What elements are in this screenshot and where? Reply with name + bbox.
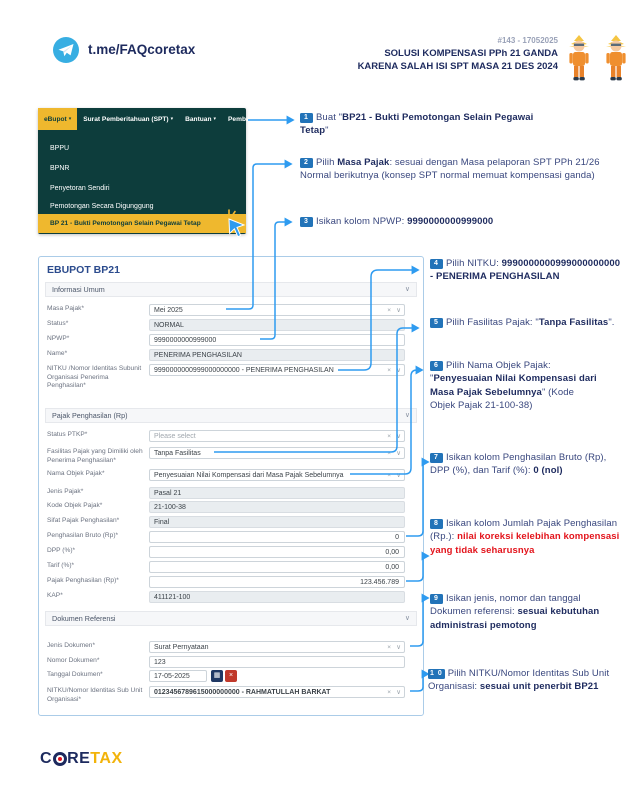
- field-row-kap: KAP* 411121-100: [47, 591, 419, 604]
- menu-tab-pembayaran[interactable]: Pembay: [228, 115, 254, 123]
- annotation-step-10: 1 0 Pilih NITKU/Nomor Identitas Sub Unit Organisasi: sesuai unit penerbit BP21: [428, 668, 610, 693]
- annotation-step-2: 2 Pilih Masa Pajak: sesuai dengan Masa pelaporan SPT PPh 21/26 Normal berikutnya (konsep SPT normal memuat kompensasi ganda): [300, 157, 600, 182]
- field-row-status: Status* NORMAL: [47, 319, 419, 332]
- form-title: EBUPOT BP21: [47, 264, 120, 276]
- page-title-line2: KARENA SALAH ISI SPT MASA 21 DES 2024: [357, 61, 558, 72]
- caret-down-icon: ▾: [170, 116, 174, 122]
- menu-item-bppu[interactable]: BPPU: [50, 145, 70, 152]
- telegram-icon: [52, 36, 80, 64]
- field-row-nitku: NITKU /Nomor Identitas Subunit Organisasi Penerima Penghasilan* 9990000000999000000000 - PENERIMA PENGHASILAN × ∨: [47, 364, 419, 377]
- nomor-dokumen-input[interactable]: 123: [149, 656, 405, 668]
- chevron-down-icon[interactable]: ∨: [404, 286, 410, 293]
- tanggal-dokumen-input[interactable]: 17-05-2025: [149, 670, 207, 682]
- mascot-figures: [565, 34, 631, 82]
- step-badge-8: 8: [430, 519, 443, 529]
- field-row-name: Name* PENERIMA PENGHASILAN: [47, 349, 419, 362]
- step-badge-4: 4: [430, 259, 443, 269]
- field-row-jenis-pajak: Jenis Pajak* Pasal 21: [47, 487, 419, 500]
- field-row-dpp: DPP (%)* 0,00: [47, 546, 419, 559]
- issue-number: #143 - 17052025: [497, 36, 558, 45]
- menu-tab-bantuan[interactable]: Bantuan ▾: [185, 115, 217, 123]
- menu-bar: [38, 108, 254, 130]
- clear-icon[interactable]: ×: [387, 307, 391, 314]
- chevron-down-icon[interactable]: ∨: [396, 367, 401, 374]
- field-row-sifat: Sifat Pajak Penghasilan* Final: [47, 516, 419, 529]
- field-row-nama-objek: Nama Objek Pajak* Penyesuaian Nilai Kompensasi dari Masa Pajak Sebelumnya × ∨: [47, 469, 419, 482]
- jenis-dokumen-dropdown[interactable]: Surat Pernyataan × ∨: [149, 641, 405, 653]
- annotation-step-9: 9 Isikan jenis, nomor dan tanggal Dokumen referensi: sesuai kebutuhan administrasi pemotong: [430, 593, 600, 631]
- chevron-down-icon[interactable]: ∨: [404, 412, 410, 419]
- cursor-icon: [220, 208, 248, 240]
- step-badge-9: 9: [430, 594, 443, 604]
- clear-icon[interactable]: ×: [387, 689, 391, 696]
- kap-field: 411121-100: [149, 591, 405, 603]
- field-row-masa-pajak: Masa Pajak* Mei 2025 × ∨: [47, 304, 419, 317]
- masa-pajak-dropdown[interactable]: Mei 2025 × ∨: [149, 304, 405, 316]
- page-title-line1: SOLUSI KOMPENSASI PPh 21 GANDA: [384, 48, 558, 59]
- step-badge-7: 7: [430, 453, 443, 463]
- annotation-step-7: 7 Isikan kolom Penghasilan Bruto (Rp), DPP (%), dan Tarif (%): 0 (nol): [430, 452, 607, 477]
- fasilitas-dropdown[interactable]: Tanpa Fasilitas × ∨: [149, 447, 405, 459]
- field-row-pajak-penghasilan: Pajak Penghasilan (Rp)* 123.456.789: [47, 576, 419, 589]
- clear-icon[interactable]: ×: [387, 433, 391, 440]
- clear-date-icon[interactable]: ×: [225, 670, 237, 682]
- annotation-step-6: 6 Pilih Nama Objek Pajak: "Penyesuaian Nilai Kompensasi dari Masa Pajak Sebelumnya" (Kode Objek Pajak 21-100-38): [430, 360, 597, 412]
- chevron-down-icon[interactable]: ∨: [396, 433, 401, 440]
- telegram-handle[interactable]: t.me/FAQcoretax: [88, 42, 196, 57]
- menu-item-penyetoran-sendiri[interactable]: Penyetoran Sendiri: [50, 185, 110, 192]
- section-dokumen-referensi[interactable]: Dokumen Referensi ∨: [45, 611, 417, 626]
- field-row-status-ptkp: Status PTKP* Please select × ∨: [47, 430, 419, 443]
- name-field: PENERIMA PENGHASILAN: [149, 349, 405, 361]
- step-badge-10: 1 0: [430, 670, 443, 677]
- logo-o-icon: [53, 752, 67, 766]
- clear-icon[interactable]: ×: [387, 367, 391, 374]
- chevron-down-icon[interactable]: ∨: [396, 472, 401, 479]
- nama-objek-dropdown[interactable]: Penyesuaian Nilai Kompensasi dari Masa Pajak Sebelumnya × ∨: [149, 469, 405, 481]
- annotation-step-3: 3 Isikan kolom NPWP: 9990000000999000: [300, 215, 630, 228]
- step-badge-1: 1: [300, 113, 313, 123]
- field-row-fasilitas: Fasilitas Pajak yang Dimiliki oleh Penerima Penghasilan* Tanpa Fasilitas × ∨: [47, 447, 419, 460]
- menu-tab-spt[interactable]: Surat Pemberitahuan (SPT) ▾: [83, 115, 174, 123]
- chevron-down-icon[interactable]: ∨: [404, 615, 410, 622]
- menu-item-pemotongan-digunggung[interactable]: Pemotongan Secara Digunggung: [50, 203, 154, 210]
- step-badge-3: 3: [300, 217, 313, 227]
- annotation-step-5: 5 Pilih Fasilitas Pajak: "Tanpa Fasilitas".: [430, 316, 624, 329]
- menu-item-bp21-highlighted[interactable]: BP 21 - Bukti Pemotongan Selain Pegawai Tetap: [38, 214, 246, 233]
- coretax-menu-screenshot: [38, 108, 254, 234]
- field-row-jenis-dokumen: Jenis Dokumen* Surat Pernyataan × ∨: [47, 641, 419, 654]
- field-row-nitku-sub: NITKU/Nomor Identitas Sub Unit Organisasi* 0123456789615000000000 - RAHMATULLAH BARKAT × ∨: [47, 686, 419, 699]
- field-row-nomor-dokumen: Nomor Dokumen* 123: [47, 656, 419, 669]
- clear-icon[interactable]: ×: [387, 644, 391, 651]
- field-row-kode-objek: Kode Objek Pajak* 21-100-38: [47, 501, 419, 514]
- jenis-pajak-field: Pasal 21: [149, 487, 405, 499]
- section-informasi-umum[interactable]: Informasi Umum ∨: [45, 282, 417, 297]
- nitku-dropdown[interactable]: 9990000000999000000000 - PENERIMA PENGHASILAN × ∨: [149, 364, 405, 376]
- field-row-tarif: Tarif (%)* 0,00: [47, 561, 419, 574]
- coretax-logo: C RE TAX: [40, 750, 123, 767]
- caret-down-icon: ▾: [213, 116, 217, 122]
- nitku-sub-unit-dropdown[interactable]: 0123456789615000000000 - RAHMATULLAH BARKAT × ∨: [149, 686, 405, 698]
- annotation-step-8: 8 Isikan kolom Jumlah Pajak Penghasilan (Rp.): nilai koreksi kelebihan kompensasi yang tidak seharusnya: [430, 518, 620, 556]
- penghasilan-bruto-input[interactable]: 0: [149, 531, 405, 543]
- step-badge-6: 6: [430, 361, 443, 371]
- annotation-step-4: 4 Pilih NITKU: 9990000000999000000000 - PENERIMA PENGHASILAN: [430, 258, 621, 283]
- status-field: NORMAL: [149, 319, 405, 331]
- chevron-down-icon[interactable]: ∨: [396, 644, 401, 651]
- calendar-icon[interactable]: ▦: [211, 670, 223, 682]
- caret-down-icon: ▾: [68, 116, 72, 122]
- sifat-field: Final: [149, 516, 405, 528]
- step-badge-5: 5: [430, 318, 443, 328]
- chevron-down-icon[interactable]: ∨: [396, 689, 401, 696]
- ebupot-bp21-form: [38, 256, 424, 716]
- annotation-step-1: 1 Buat "BP21 - Bukti Pemotongan Selain Pegawai Tetap": [300, 112, 534, 137]
- clear-icon[interactable]: ×: [387, 472, 391, 479]
- kode-objek-field: 21-100-38: [149, 501, 405, 513]
- menu-item-bpnr[interactable]: BPNR: [50, 165, 70, 172]
- field-row-bruto: Penghasilan Bruto (Rp)* 0: [47, 531, 419, 544]
- field-row-tanggal-dokumen: Tanggal Dokumen* 17-05-2025 ▦ ×: [47, 670, 419, 683]
- clear-icon[interactable]: ×: [387, 450, 391, 457]
- pajak-penghasilan-input[interactable]: 123.456.789: [149, 576, 405, 588]
- menu-tab-ebupot[interactable]: eBupot ▾: [38, 108, 77, 130]
- field-row-npwp: NPWP* 9990000000999000: [47, 334, 419, 347]
- status-ptkp-dropdown[interactable]: Please select × ∨: [149, 430, 405, 442]
- tarif-input[interactable]: 0,00: [149, 561, 405, 573]
- step-badge-2: 2: [300, 158, 313, 168]
- npwp-input[interactable]: 9990000000999000: [149, 334, 405, 346]
- chevron-down-icon[interactable]: ∨: [396, 450, 401, 457]
- chevron-down-icon[interactable]: ∨: [396, 307, 401, 314]
- dpp-input[interactable]: 0,00: [149, 546, 405, 558]
- section-pajak-penghasilan[interactable]: Pajak Penghasilan (Rp) ∨: [45, 408, 417, 423]
